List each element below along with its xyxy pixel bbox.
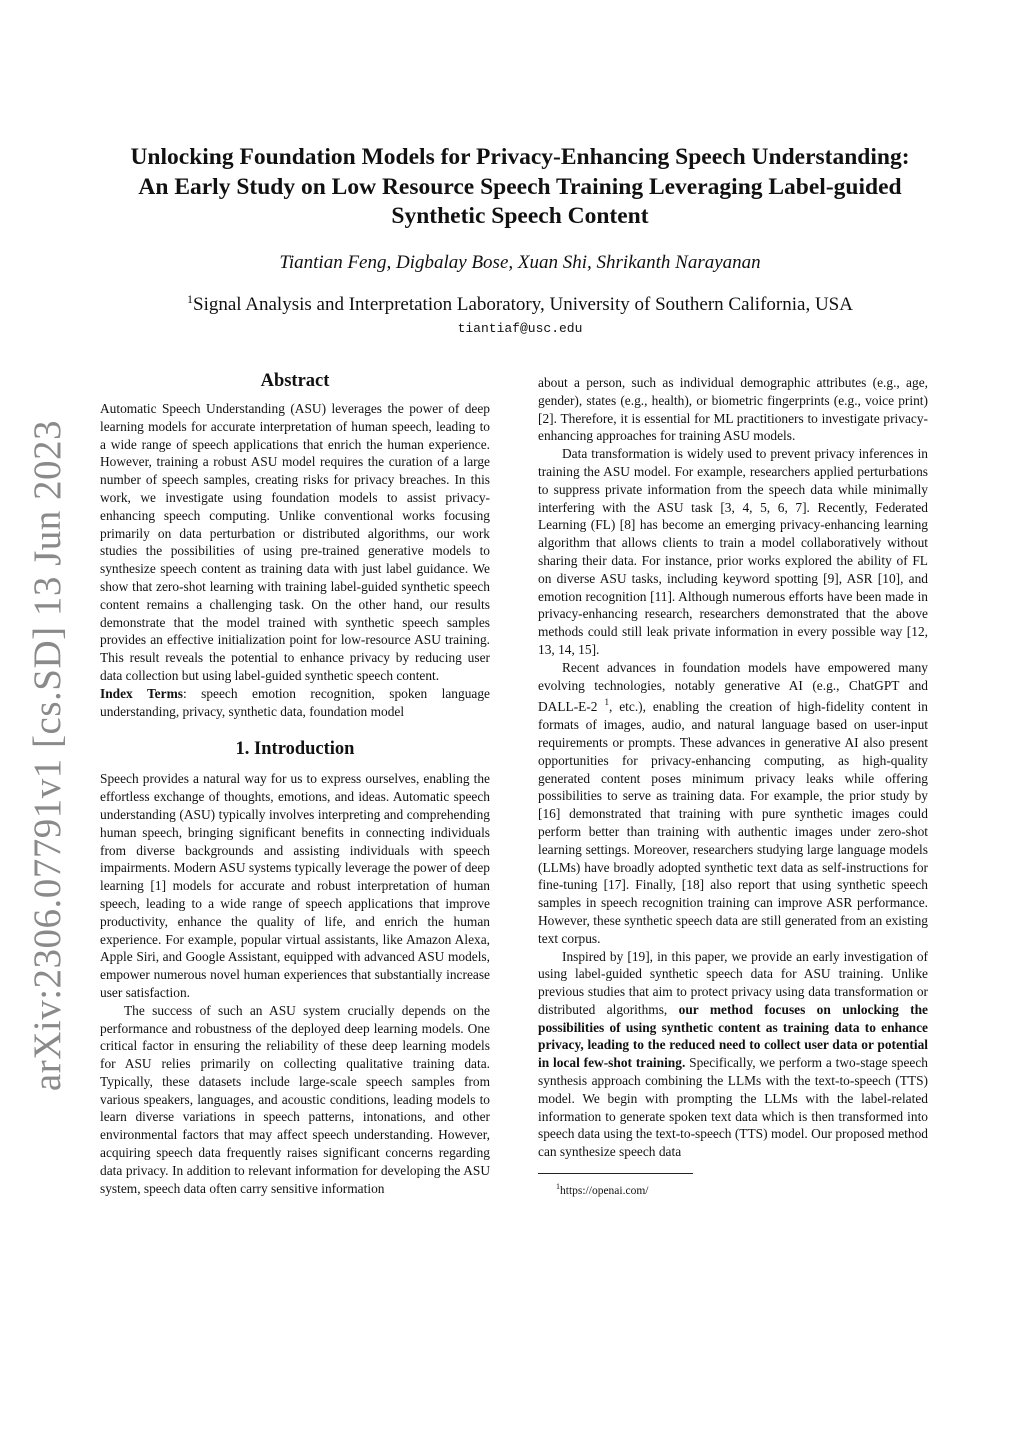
right-paragraph-3-part-a: Recent advances in foundation models have empowered many evolving technologies, notably generative AI (e.g., ChatGPT and DALL-E-2 [538,659,928,715]
paper-title [90,143,950,232]
contact-email: tiantiaf@usc.edu [457,321,583,336]
title-line-2: An Early Study on Low Resource Speech Training Leveraging Label-guided [138,173,902,200]
author-list: Tiantian Feng, Digbalay Bose, Xuan Shi, Shrikanth Narayanan [279,252,761,273]
right-paragraph-4-bold: our method focuses on unlocking the possibilities of using synthetic content as training data to enhance privacy, leading to the reduced need to collect user data or potential in local few-shot training. [538,1001,928,1071]
right-paragraph-4 [538,948,928,1162]
abstract-text: Automatic Speech Understanding (ASU) leverages the power of deep learning models for accurate interpretation of human speech, leading to a wide range of speech applications that enrich the human experience. However, training a robust ASU model requires the curation of a large number of speech samples, creating risks for privacy breaches. In this work, we investigate using foundation models to assist privacy-enhancing speech computing. Unlike conventional works focusing primarily on data perturbation or distributed algorithms, our work studies the possibilities of using pre-trained generative models to synthesize speech content as training data with just label guidance. We show that zero-shot learning with training label-guided synthetic speech content remains a challenging task. On the other hand, our results demonstrate that the model trained with synthetic speech samples provides an effective initialization point for low-resource ASU training. This result reveals the potential to enhance privacy by reducing user data collection but using label-guided synthetic speech content. [100,401,490,683]
index-terms-label: Index Terms [100,685,183,701]
arxiv-identifier-stamp [20,419,76,1091]
right-paragraph-4-part-b: Specifically, we perform a two-stage speech synthesis approach combining the LLMs with the text-to-speech (TTS) model. We begin with prompting the LLMs with the label-related information to generate spoken text data which is then transformed into speech data using the text-to-speech (TTS) model. Our proposed method can synthesize speech data [538,1055,928,1160]
index-terms-text: : speech emotion recognition, spoken language understanding, privacy, synthetic data, foundation model [100,685,490,719]
intro-paragraph-2: The success of such an ASU system crucially depends on the performance and robustness of the deployed deep learning models. One critical factor in ensuring the reliability of these deep learning models for ASU relies primarily on collecting qualitative training data. Typically, these datasets include large-scale speech samples from various speakers, languages, and acoustic conditions, leading models to learn diverse variations in speech patterns, intonations, and other environmental factors that may affect speech understanding. However, acquiring speech data frequently raises significant concerns regarding data privacy. In addition to relevant information for developing the ASU system, speech data often carry sensitive information [100,1002,490,1196]
affiliation-mark: 1 [187,292,194,306]
right-paragraph-3 [538,659,928,948]
footnote-link[interactable]: https://openai.com/ [560,1184,649,1197]
left-column [100,370,490,1197]
right-paragraph-4-part-a: Inspired by [19], in this paper, we provide an early investigation of using label-guided synthetic speech data for ASU training. Unlike previous studies that aim to protect privacy using data transformation or distributed algorithms, [538,948,928,1017]
title-line-3: Synthetic Speech Content [391,203,649,229]
introduction-heading: 1. Introduction [235,739,355,760]
footnote-divider [538,1173,693,1174]
footnote-reference-mark: 1 [604,697,609,708]
index-terms [100,685,490,721]
right-paragraph-3-part-b: , etc.), enabling the creation of high-fidelity content in formats of images, audio, and natural language based on user-input requirements or prompts. These advances in generative AI also present opportunities for privacy-enhancing computing, as high-quality generated content poses minimum privacy leaks while offering possibilities to serve as training data. For example, the prior study by [16] demonstrated that training with pure synthetic images could perform better than training with authentic images under zero-shot learning settings. Moreover, researchers studying large language models (LLMs) have broadly adopted synthetic text data as self-instructions for fine-tuning [17]. Finally, [18] also report that using synthetic speech samples in speech recognition training can improve ASR performance. However, these synthetic speech data are still generated from an existing text corpus. [538,699,929,946]
affiliation-text: Signal Analysis and Interpretation Laboratory, University of Southern California, USA [193,294,853,315]
title-line-1: Unlocking Foundation Models for Privacy-Enhancing Speech Understanding: [130,144,910,170]
right-paragraph-2: Data transformation is widely used to prevent privacy inferences in training the ASU model. For example, researchers applied perturbations to suppress private information from the speech data while minimally interfering with the ASU task [3, 4, 5, 6, 7]. Recently, Federated Learning (FL) [8] has become an emerging privacy-enhancing learning algorithm that allows clients to train a model collaboratively without sharing their data. For instance, prior works explored the ability of FL on diverse ASU tasks, including keyword spotting [9], ASR [10], and emotion recognition [11]. Although numerous efforts have been made in privacy-enhancing research, researchers demonstrated that the above methods could still leak private information in every possible way [12, 13, 14, 15]. [538,446,928,657]
right-paragraph-1: about a person, such as individual demographic attributes (e.g., age, gender), states (e.g., health), or biometric fingerprints (e.g., voice print) [2]. Therefore, it is essential for ML practitioners to investigate privacy-enhancing approaches for training ASU models. [538,375,928,444]
affiliation [90,292,950,316]
footnote-mark: 1 [556,1182,560,1192]
footnote [538,1178,928,1201]
arxiv-identifier-text: arXiv:2306.07791v1 [cs.SD] 13 Jun 2023 [26,419,70,1091]
abstract-heading: Abstract [260,371,330,391]
right-column [538,374,928,1201]
intro-paragraph-1: Speech provides a natural way for us to express ourselves, enabling the effortless exchange of thoughts, emotions, and ideas. Automatic speech understanding (ASU) typically involves interpreting and comprehending human speech, bringing significant benefits in connecting individuals from diverse backgrounds and assisting individuals with speech impairments. Modern ASU systems typically leverage the power of deep learning [1] models for accurate and robust interpretation of human speech, leading to a wide range of speech applications that improve productivity, enhance the quality of life, and enrich the human experience. For example, popular virtual assistants, like Amazon Alexa, Apple Siri, and Google Assistant, equipped with advanced ASU models, empower numerous novel human experiences that substantially increase user satisfaction. [100,771,490,1000]
